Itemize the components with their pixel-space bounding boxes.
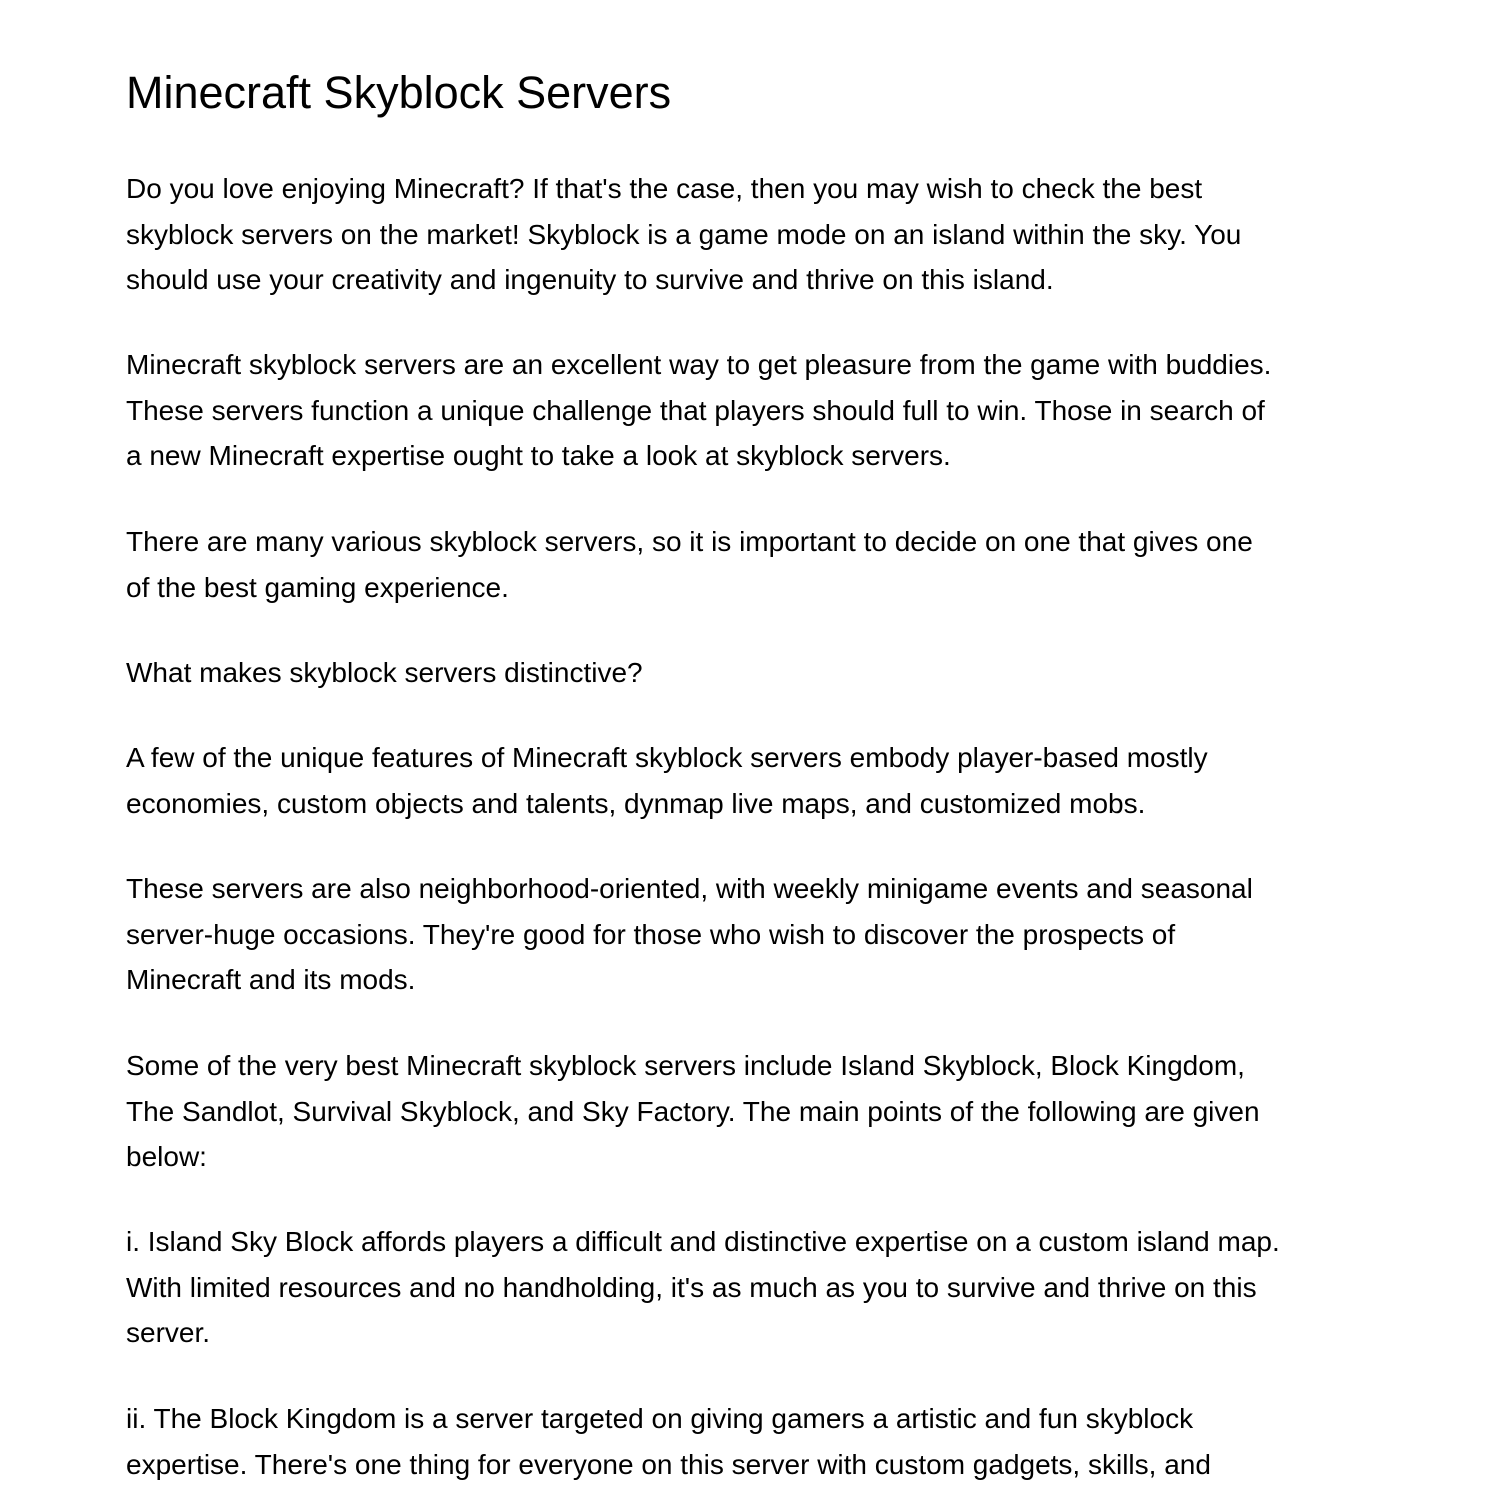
text-line: ii. The Block Kingdom is a server targeted on giving gamers a artistic and fun skyblock [126,1403,1194,1434]
text-line: server-huge occasions. They're good for those who wish to discover the prospects of [126,918,1176,950]
paragraph-community [126,866,1253,1003]
page-title: Minecraft Skyblock Servers [126,67,672,118]
text-line: With limited resources and no handholding, it's as much as you to survive and thrive on this [126,1271,1257,1303]
text-line: i. Island Sky Block affords players a difficult and distinctive expertise on a custom island map. [126,1226,1280,1257]
text-line: of the best gaming experience. [126,571,509,603]
paragraph-choose-server [126,519,1253,610]
document-page [126,0,1386,1500]
text-line: What makes skyblock servers distinctive? [126,657,643,688]
text-line: Minecraft and its mods. [126,964,416,995]
text-line: a new Minecraft expertise ought to take a look at skyblock servers. [126,440,951,471]
text-line: below: [126,1141,207,1172]
paragraph-question [126,650,643,696]
text-line: These servers are also neighborhood-oriented, with weekly minigame events and seasonal [126,873,1253,904]
paragraph-item-ii [126,1396,1211,1487]
text-line: Minecraft skyblock servers are an excellent way to get pleasure from the game with buddies. [126,349,1272,380]
text-line: The Sandlot, Survival Skyblock, and Sky Factory. The main points of the following are given [126,1095,1260,1127]
paragraph-intro [126,166,1241,303]
text-line: expertise. There's one thing for everyone on this server with custom gadgets, skills, and [126,1448,1211,1480]
text-line: There are many various skyblock servers, so it is important to decide on one that gives one [126,526,1253,557]
paragraph-buddies [126,342,1271,479]
text-line: economies, custom objects and talents, dynmap live maps, and customized mobs. [126,787,1146,819]
paragraph-item-i [126,1219,1280,1356]
text-line: Some of the very best Minecraft skyblock servers include Island Skyblock, Block Kingdom, [126,1050,1245,1081]
text-line: server. [126,1317,211,1348]
text-line: These servers function a unique challenge that players should full to win. Those in search of [126,394,1265,426]
text-line: skyblock servers on the market! Skyblock is a game mode on an island within the sky. You [126,218,1242,250]
paragraph-best-servers [126,1043,1260,1180]
paragraph-features [126,735,1208,826]
text-line: A few of the unique features of Minecraft skyblock servers embody player-based mostly [126,742,1208,773]
text-line: Do you love enjoying Minecraft? If that's the case, then you may wish to check the best [126,173,1203,204]
text-line: should use your creativity and ingenuity to survive and thrive on this island. [126,264,1054,295]
